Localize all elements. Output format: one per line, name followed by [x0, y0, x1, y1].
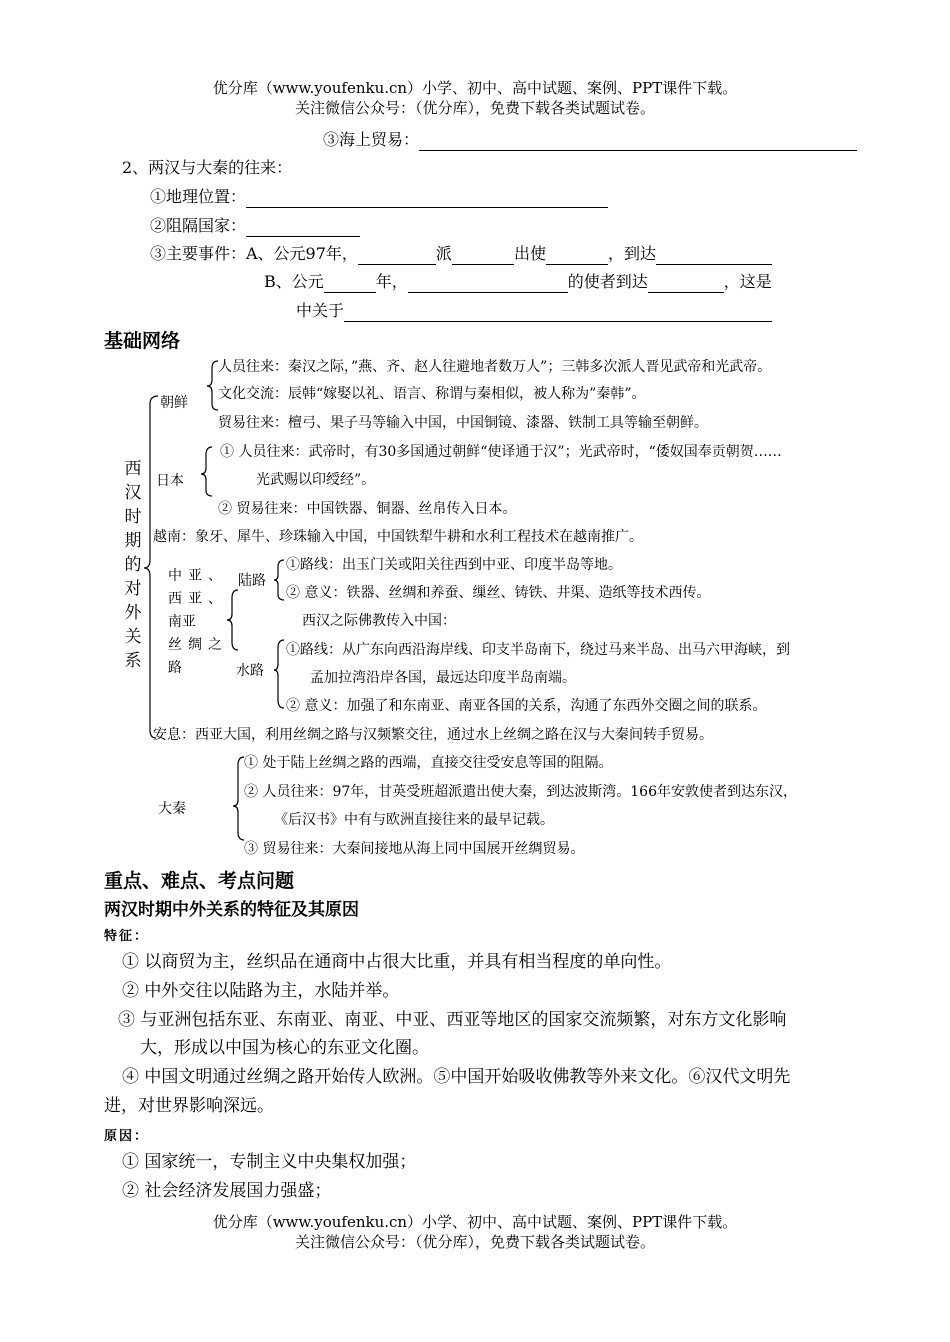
rome-item-1: ① 处于陆上丝绸之路的西端，直接交往受安息等国的阻隔。	[244, 755, 613, 771]
events-a-text-4: ，到达	[607, 244, 656, 263]
main-bracket	[144, 396, 158, 738]
korea-culture: 文化交流：辰韩“嫁娶以礼、语言、称谓与秦相似，被人称为”秦韩”。	[218, 386, 646, 402]
japan-label: 日本	[156, 473, 184, 489]
rome-item-2b: 《后汉书》中有与欧洲直接往来的最早记载。	[274, 812, 554, 828]
japan-trade: ② 贸易往来：中国铁器、铜器、丝帛传入日本。	[218, 501, 517, 517]
sea-meaning: ② 意义：加强了和东南亚、南亚各国的关系，沟通了东西外交圈之间的联系。	[286, 698, 767, 714]
land-route-label: 陆路	[238, 573, 266, 589]
events-a-text-1: ③主要事件：A、公元97年，	[150, 244, 358, 263]
sea-route-2: 孟加拉湾沿岸各国，最远达印度半岛南端。	[310, 670, 576, 686]
vietnam-item: 越南：象牙、犀牛、珍珠输入中国，中国铁犁牛耕和水利工程技术在越南推广。	[153, 529, 643, 545]
japan-people-1: ① 人员往来：武帝时，有30多国通过朝鲜“使译通于汉”；光武帝时，“倭奴国奉贡朝贺……	[220, 444, 782, 460]
sea-bracket	[274, 640, 284, 708]
feature-item: ① 以商贸为主，丝织品在通商中占很大比重，并具有相当程度的单向性。	[122, 952, 672, 972]
silk-label-line: 路	[168, 660, 182, 676]
feature-item: 进，对世界影响深远。	[104, 1096, 274, 1116]
network-heading: 基础网络	[104, 330, 181, 352]
korea-trade: 贸易往来：檀弓、果子马等输入中国，中国铜镜、漆器、铁制工具等输至朝鲜。	[218, 415, 708, 431]
japan-bracket	[201, 447, 212, 496]
reason-item: ① 国家统一，专制主义中央集权加强；	[122, 1152, 417, 1172]
barrier-label: ②阻隔国家：	[150, 216, 247, 235]
buddhism-item: 西汉之际佛教传入中国：	[302, 613, 456, 629]
events-b-text-2: 年，	[375, 272, 408, 291]
reasons-label: 原因：	[104, 1129, 150, 1144]
rome-bracket	[233, 757, 244, 840]
header-line-2: 关注微信公众号：（优分库），免费下载各类试题试卷。	[294, 99, 655, 117]
rome-label: 大秦	[158, 801, 186, 817]
land-route: ①路线：出玉门关或阳关往西到中亚、印度半岛等地。	[286, 557, 622, 573]
events-c-text: 中关于	[296, 301, 345, 320]
keypoints-subheading: 两汉时期中外关系的特征及其原因	[104, 900, 359, 920]
events-b-text-1: B、公元	[264, 272, 324, 291]
reason-item: ② 社会经济发展国力强盛；	[122, 1181, 332, 1201]
vertical-title: 西汉时期的对外关系	[124, 459, 142, 671]
parthia-item: 安息：西亚大国，利用丝绸之路与汉频繁交往，通过水上丝绸之路在汉与大秦间转手贸易。	[153, 727, 713, 743]
rome-item-3: ③ 贸易往来：大秦间接地从海上同中国展开丝绸贸易。	[244, 841, 585, 857]
keypoints-heading: 重点、难点、考点问题	[104, 870, 295, 892]
silk-label-line: 西亚、	[168, 591, 228, 607]
question-2-title: 2、两汉与大秦的往来：	[122, 158, 293, 177]
silk-label-line: 丝绸之	[168, 637, 228, 653]
japan-people-2: 光武赐以印绶经”。	[256, 472, 376, 488]
feature-item: ③ 与亚洲包括东亚、东南亚、南亚、中亚、西亚等地区的国家交流频繁，对东方文化影响	[118, 1010, 787, 1030]
footer-line-1: 优分库（www.youfenku.cn）小学、初中、高中试题、案例、PPT课件下载。	[212, 1213, 738, 1231]
korea-bracket	[207, 361, 218, 410]
feature-item: ② 中外交往以陆路为主，水陆并举。	[122, 981, 400, 1001]
korea-label: 朝鲜	[160, 395, 188, 411]
silk-road-label	[168, 566, 230, 676]
sea-trade-label: ③海上贸易：	[323, 130, 420, 149]
feature-item: ④ 中国文明通过丝绸之路开始传人欧洲。⑤中国开始吸收佛教等外来文化。⑥汉代文明先	[122, 1067, 791, 1087]
land-meaning: ② 意义：铁器、丝绸和养蚕、缫丝、铸铁、井渠、造纸等技术西传。	[286, 585, 711, 601]
events-a-text-3: 出使	[513, 244, 546, 263]
silk-label-line: 南亚	[168, 614, 196, 630]
events-a-text-2: 派	[435, 244, 452, 263]
header-line-1: 优分库（www.youfenku.cn）小学、初中、高中试题、案例、PPT课件下载。	[212, 79, 738, 97]
sea-route-label: 水路	[236, 663, 264, 679]
footer-line-2: 关注微信公众号：（优分库），免费下载各类试题试卷。	[294, 1233, 655, 1251]
features-label: 特征：	[104, 929, 150, 944]
events-b-text-3: 的使者到达	[567, 272, 648, 291]
geo-location-label: ①地理位置：	[150, 187, 247, 206]
korea-people: 人员往来：秦汉之际，”燕、齐、赵人往避地者数万人”；三韩多次派人晋见武帝和光武帝。	[218, 359, 772, 375]
sea-route-1: ①路线：从广东向西沿海岸线、印支半岛南下，绕过马来半岛、出马六甲海峡，到	[286, 642, 790, 658]
feature-item: 大，形成以中国为核心的东亚文化圈。	[140, 1038, 429, 1058]
land-bracket	[274, 560, 284, 600]
silk-label-line: 中亚、	[168, 568, 228, 584]
rome-item-2a: ② 人员往来：97年，甘英受班超派遣出使大秦，到达波斯湾。166年安敦使者到达东汉，	[244, 784, 797, 800]
events-b-text-4: ，这是	[723, 272, 772, 291]
